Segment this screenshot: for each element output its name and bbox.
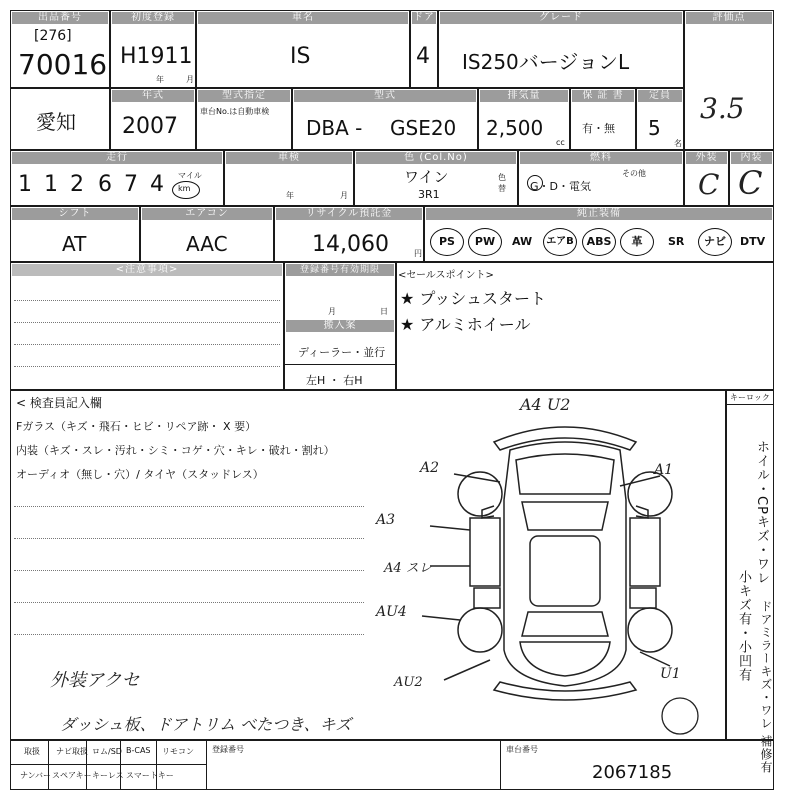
equip-ps: PS (430, 228, 464, 256)
side-note-3: ドアミラーキズ・ワレ 補修有 (759, 600, 773, 774)
shift-header: シフト (12, 208, 138, 220)
mileage-digit: 1 (44, 172, 58, 197)
model-prefix: DBA - (306, 116, 363, 140)
color-name: ワイン (404, 168, 449, 186)
first-reg-header: 初度登録 (112, 12, 194, 24)
equip-sr: SR (668, 235, 685, 248)
reg-header: 登録番号有効期限 (286, 264, 394, 276)
inspector-line (14, 506, 364, 507)
delivery-header: 搬入案 (286, 320, 394, 332)
mileage-header: 走行 (12, 152, 222, 164)
color-header: 色 (Col.No) (356, 152, 516, 164)
footer-sep (120, 740, 121, 790)
capacity-value: 5 (648, 116, 661, 140)
capacity-unit: 名 (674, 139, 682, 148)
mark-u1: U1 (660, 666, 681, 682)
mark-a3: A3 (376, 512, 396, 528)
delivery-handle: 左H ・ 右H (306, 374, 363, 387)
capacity-header: 定員 (638, 90, 682, 102)
first-reg-year: 年 (156, 75, 164, 84)
mark-a2: A2 (420, 460, 440, 476)
interior-header: 内装 (731, 152, 772, 164)
footer-cell: リモコン (162, 747, 194, 756)
model-header: 型式 (294, 90, 476, 102)
type-sub-note: 車台No.は自動車検 (200, 107, 270, 116)
fuel-g-circle (527, 175, 543, 191)
sales-point-2: ★ アルミホイール (400, 315, 531, 334)
mark-a4: A4 スレ (384, 561, 432, 576)
exterior-grade: C (698, 168, 720, 201)
mark-a1: A1 (654, 462, 674, 478)
footer-cell: スペアキー (52, 771, 92, 780)
first-reg-value: H1911 (120, 44, 193, 69)
notes-line (14, 322, 280, 323)
footer-chassis-number: 2067185 (592, 762, 673, 783)
equip-navi: ナビ (698, 228, 732, 256)
mileage-digit: 4 (150, 172, 164, 197)
notes-line (14, 344, 280, 345)
model-code: GSE20 (390, 116, 457, 140)
footer-cell: 取扱 (24, 747, 40, 756)
mileage-digit: 1 (18, 172, 32, 197)
fuel-header: 燃料 (520, 152, 682, 164)
car-name: IS (290, 44, 311, 69)
inspector-header: < 検査員記入欄 (16, 396, 102, 410)
sales-header: <セールスポイント> (398, 270, 494, 281)
inspector-line (14, 570, 364, 571)
exterior-header: 外装 (686, 152, 727, 164)
recycle-header: リサイクル預託金 (276, 208, 422, 220)
grade-header: グレード (440, 12, 682, 24)
equip-airbag: エアB (543, 228, 577, 256)
ownership-header: 保 証 書 (572, 90, 634, 102)
lot-number: 70016 (18, 48, 108, 81)
footer-cell: スマートキー (126, 771, 174, 780)
footer-cell: ロム/SD (92, 747, 122, 756)
side-note-2: 小キズ有・小凹有 (736, 570, 751, 682)
inspection-header: 車検 (226, 152, 352, 164)
notes-box (10, 262, 284, 390)
side-note-1: ホイル・CPキズ・ワレ (754, 440, 769, 585)
recycle-value: 14,060 (312, 232, 389, 257)
shift-value: AT (62, 232, 87, 256)
footer-reg-label: 登録番号 (212, 745, 244, 754)
reg-day: 日 (380, 307, 388, 316)
recycle-unit: 円 (414, 249, 422, 258)
footer-sep (156, 740, 157, 790)
type-sub-header: 型式指定 (198, 90, 290, 102)
footer-cell: キーレス (92, 771, 124, 780)
footer-mid-line (10, 764, 206, 765)
equipment-header: 純正装備 (426, 208, 772, 220)
owner-manual: 有・無 (582, 122, 615, 135)
inspector-line (14, 602, 364, 603)
reg-month: 月 (328, 307, 336, 316)
delivery-divider (284, 364, 396, 365)
color-change-label: 色替 (498, 173, 506, 193)
equip-abs: ABS (582, 228, 616, 256)
inspector-line (14, 634, 364, 635)
doors-header: ドア (413, 12, 435, 23)
notes-line (14, 300, 280, 301)
chassis-year: 2007 (122, 114, 178, 139)
equip-dtv: DTV (740, 235, 766, 248)
mileage-digit: 6 (98, 172, 112, 197)
aircon-header: エアコン (142, 208, 272, 220)
car-diagram (370, 390, 720, 740)
equip-aw: AW (512, 235, 533, 248)
footer-cell: ナンバー (20, 771, 52, 780)
inspector-line-2: 内装（キズ・スレ・汚れ・シミ・コゲ・穴・キレ・破れ・割れ） (16, 444, 335, 457)
footer-cell: ナビ取扱 (56, 747, 88, 756)
footer-cell: B-CAS (126, 746, 151, 755)
displacement-unit: cc (556, 138, 565, 147)
lot-prefix: [276] (34, 28, 72, 44)
fuel-other: その他 (622, 169, 646, 178)
score-header: 評価点 (686, 12, 772, 24)
keylock-header: キーロック (730, 393, 770, 402)
mark-au2: AU2 (394, 675, 423, 690)
chassis-year-header: 年式 (112, 90, 194, 102)
mileage-unit-km: km (178, 184, 191, 193)
handwritten-exterior-note: 外装アクセ (50, 670, 140, 691)
score-box (684, 10, 774, 150)
grade-value: IS250バージョンL (462, 50, 630, 74)
lot-header: 出品番号 (12, 12, 108, 24)
car-name-header: 車名 (198, 12, 408, 24)
equip-pw: PW (468, 228, 502, 256)
inspection-month: 月 (340, 191, 348, 200)
footer-sep (86, 740, 87, 790)
mark-a4u2: A4 U2 (520, 395, 571, 414)
keylock-divider (726, 404, 774, 405)
score-value: 3.5 (700, 92, 745, 125)
notes-header: <注意事項> (12, 264, 282, 276)
sales-point-1: ★ プッシュスタート (400, 289, 546, 308)
notes-line (14, 366, 280, 367)
mark-au4: AU4 (376, 604, 407, 620)
mileage-digit: 7 (124, 172, 138, 197)
inspection-year: 年 (286, 191, 294, 200)
doors-value: 4 (416, 44, 430, 69)
inspector-line (14, 538, 364, 539)
delivery-dealer: ディーラー・並行 (298, 346, 386, 359)
mileage-digits (14, 170, 174, 200)
first-reg-month: 月 (186, 75, 194, 84)
fuel-options: G・D・電気 (530, 180, 591, 193)
interior-grade: C (738, 164, 763, 202)
extra-wheel-circle (662, 698, 698, 734)
aircon-value: AAC (186, 232, 228, 256)
mileage-unit-mile: マイル (178, 171, 202, 180)
footer-chassis-label: 車台番号 (506, 745, 538, 754)
mileage-digit: 2 (70, 172, 84, 197)
displacement-value: 2,500 (486, 116, 544, 140)
footer-sep (206, 740, 207, 790)
displacement-header: 排気量 (480, 90, 568, 102)
handwritten-bottom-note: ダッシュ板、ドアトリム べたつき、キズ (60, 715, 352, 734)
inspector-line-1: Fガラス（キズ・飛石・ヒビ・リペア跡・ X 要） (16, 420, 257, 433)
region: 愛知 (36, 110, 76, 134)
color-code: 3R1 (418, 188, 440, 201)
equip-leather: 革 (620, 228, 654, 256)
footer-sep (500, 740, 501, 790)
footer-sep (48, 740, 49, 790)
inspector-line-3: オーディオ（無し・穴）/ タイヤ（スタッドレス） (16, 468, 264, 481)
